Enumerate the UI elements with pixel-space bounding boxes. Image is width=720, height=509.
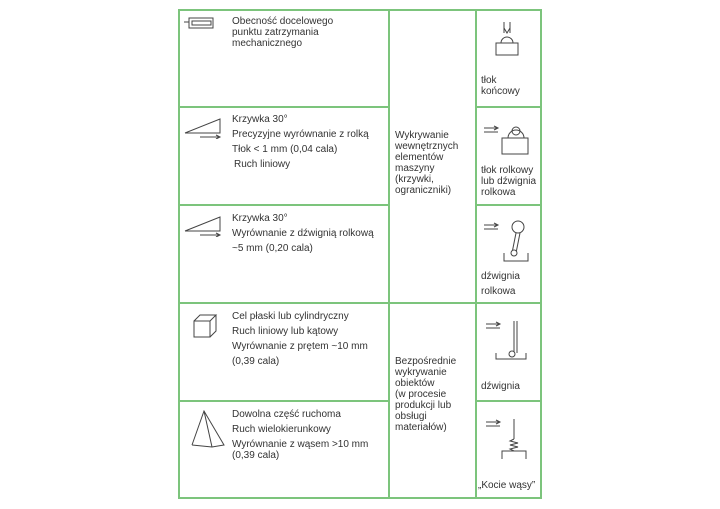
grid-line-col-2	[475, 9, 477, 499]
grid-line-col-1	[388, 9, 390, 499]
row-5-line-2: Ruch wielokierunkowy	[232, 424, 331, 435]
grid-line-row-3	[178, 302, 542, 304]
roller-plunger-icon	[482, 122, 530, 156]
grid-line-row-4	[178, 400, 390, 402]
grid-line-row-2	[178, 204, 390, 206]
actuator-selection-table	[178, 9, 542, 499]
row-4-description	[232, 311, 368, 367]
row-3-line-1: Krzywka 30°	[232, 213, 288, 224]
row-3-actuator-line-2: rolkowa	[481, 286, 516, 297]
grid-line-outer-bottom	[178, 497, 542, 499]
row-2-line-4: Ruch liniowy	[234, 159, 291, 170]
row-5-actuator-line-1: „Kocie wąsy”	[478, 480, 536, 491]
row-2-actuator-line-3: rolkowa	[481, 187, 516, 198]
row-4-line-1: Cel płaski lub cylindryczny	[232, 311, 349, 322]
row-3-description	[232, 213, 374, 254]
roller-lever-icon	[482, 215, 532, 263]
group-2-line-5: produkcji lub	[395, 400, 452, 411]
row-5-line-4: (0,39 cala)	[232, 450, 280, 461]
row-5-actuator-label	[478, 480, 535, 491]
rod-lever-icon	[484, 321, 528, 361]
row-2-actuator-line-2: lub dźwignia	[481, 176, 537, 187]
group-direct-detection	[395, 356, 456, 433]
row-1-actuator-line-1: tłok	[481, 75, 497, 86]
cam-30-icon	[184, 117, 224, 139]
group-2-line-6: obsługi	[395, 411, 427, 422]
group-1-line-3: elementów	[395, 152, 444, 163]
group-1-line-1: Wykrywanie	[395, 130, 449, 141]
row-2-description	[232, 114, 369, 170]
row-1-actuator-label	[481, 75, 520, 97]
row-4-actuator-label	[481, 381, 520, 392]
row-4-line-3: Wyrównanie z prętem ~10 mm	[232, 341, 368, 352]
grid-line-row-4-right	[475, 400, 542, 402]
group-internal-detection	[395, 130, 458, 196]
row-1-description	[232, 16, 333, 49]
row-5-description	[232, 409, 368, 461]
row-1-actuator-line-2: końcowy	[481, 86, 520, 97]
grid-line-row-1	[178, 106, 390, 108]
row-1-line-1: Obecność docelowego	[232, 16, 334, 27]
group-1-line-4: maszyny	[395, 163, 435, 174]
group-1-line-5: (krzywki,	[395, 174, 434, 185]
row-4-line-4: (0,39 cala)	[232, 356, 280, 367]
row-5-line-3: Wyrównanie z wąsem >10 mm	[232, 439, 369, 450]
row-2-line-2: Precyzyjne wyrównanie z rolką	[232, 129, 369, 140]
group-2-line-7: materiałów)	[395, 422, 447, 433]
row-1-line-3: mechanicznego	[232, 38, 303, 49]
row-2-line-3: Tłok < 1 mm (0,04 cala)	[232, 144, 338, 155]
grid-line-row-1-right	[475, 106, 542, 108]
row-2-actuator-line-1: tłok rolkowy	[481, 165, 534, 176]
wedge-icon	[190, 409, 226, 449]
grid-line-outer-right	[540, 9, 542, 499]
row-3-line-2: Wyrównanie z dźwignią rolkową	[232, 228, 374, 239]
row-4-actuator-line-1: dźwignia	[481, 381, 520, 392]
group-2-line-3: obiektów	[395, 378, 435, 389]
row-1-line-2: punktu zatrzymania	[232, 27, 319, 38]
cube-icon	[192, 313, 218, 339]
whisker-spring-icon	[484, 419, 530, 461]
group-2-line-1: Bezpośrednie	[395, 356, 457, 367]
plunger-icon	[491, 21, 523, 57]
grid-line-outer-top	[178, 9, 542, 11]
row-3-line-3: ~5 mm (0,20 cala)	[232, 243, 313, 254]
group-2-line-4: (w procesie	[395, 389, 447, 400]
grid-line-outer-left	[178, 9, 180, 499]
cam-30-icon	[184, 215, 224, 237]
row-2-line-1: Krzywka 30°	[232, 114, 288, 125]
row-2-actuator-label	[481, 165, 536, 198]
group-1-line-2: wewnętrznych	[395, 141, 459, 152]
row-5-line-1: Dowolna część ruchoma	[232, 409, 341, 420]
group-2-line-2: wykrywanie	[395, 367, 447, 378]
row-3-actuator-label	[481, 271, 520, 297]
row-4-line-2: Ruch liniowy lub kątowy	[232, 326, 339, 337]
rail-block-icon	[183, 14, 215, 34]
row-3-actuator-line-1: dźwignia	[481, 271, 520, 282]
group-1-line-6: ograniczniki)	[395, 185, 452, 196]
grid-line-row-2-right	[475, 204, 542, 206]
